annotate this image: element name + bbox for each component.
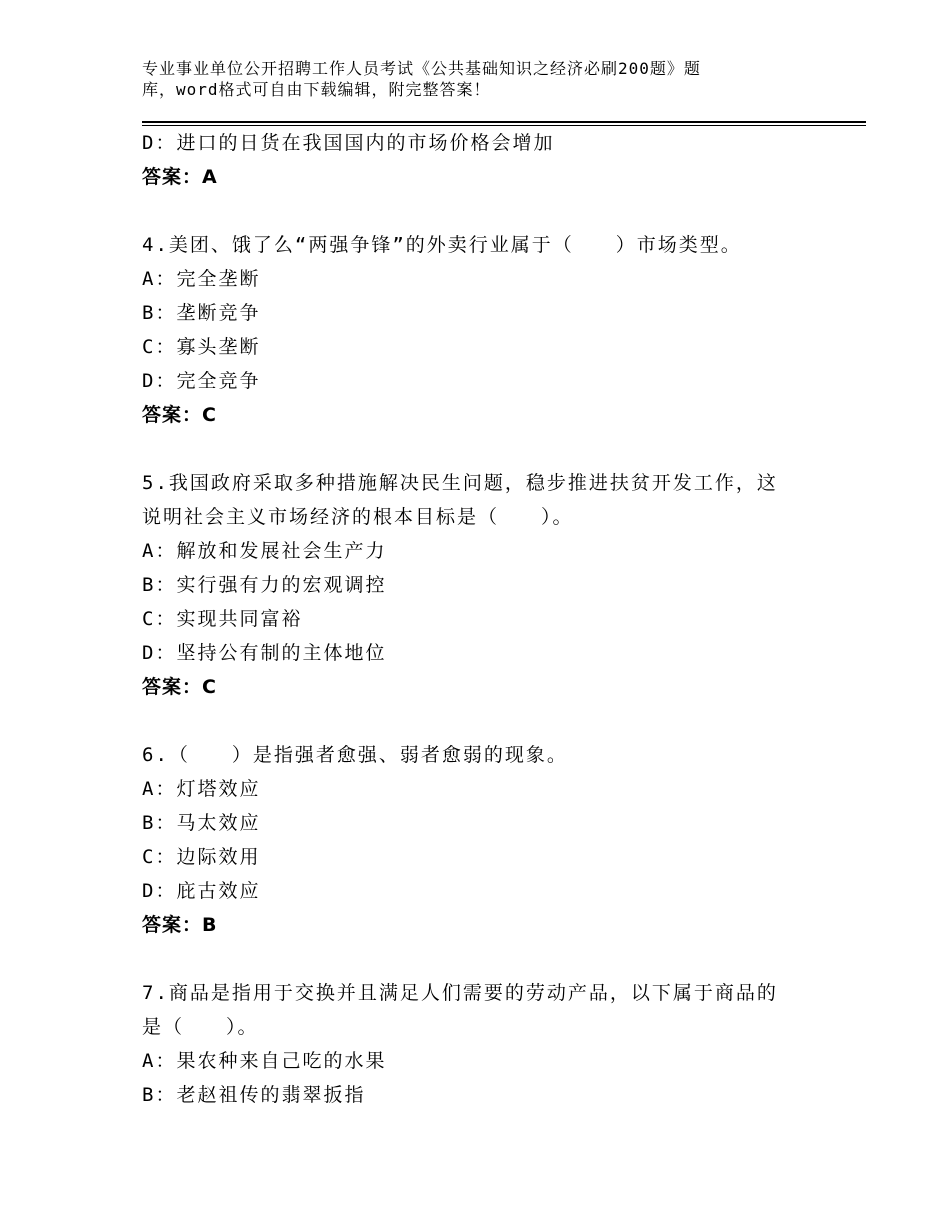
header-divider-thick xyxy=(142,121,866,123)
option-c: C：边际效用 xyxy=(142,846,261,868)
option-a: A：灯塔效应 xyxy=(142,778,261,800)
option-c: C：实现共同富裕 xyxy=(142,608,303,630)
option-d: D：进口的日货在我国国内的市场价格会增加 xyxy=(142,132,555,154)
answer-label: 答案：B xyxy=(142,914,218,936)
question-stem-continued: 说明社会主义市场经济的根本目标是（ ）。 xyxy=(142,506,574,528)
page-header xyxy=(142,58,782,100)
spacer xyxy=(142,942,842,976)
option-d: D：完全竞争 xyxy=(142,370,261,392)
question-stem-continued: 是（ ）。 xyxy=(142,1016,259,1038)
option-b: B：垄断竞争 xyxy=(142,302,261,324)
question-stem: 4.美团、饿了么“两强争锋”的外卖行业属于（ ）市场类型。 xyxy=(142,234,742,256)
question-block-5 xyxy=(142,466,842,704)
option-a: A：完全垄断 xyxy=(142,268,261,290)
answer-label: 答案：A xyxy=(142,166,218,188)
option-d: D：坚持公有制的主体地位 xyxy=(142,642,387,664)
question-block-7 xyxy=(142,976,842,1112)
question-block-4 xyxy=(142,228,842,432)
option-a: A：果农种来自己吃的水果 xyxy=(142,1050,387,1072)
option-d: D：庇古效应 xyxy=(142,880,261,902)
option-b: B：老赵祖传的翡翠扳指 xyxy=(142,1084,366,1106)
spacer xyxy=(142,194,842,228)
option-b: B：马太效应 xyxy=(142,812,261,834)
answer-label: 答案：C xyxy=(142,676,217,698)
header-line-2: 库，word格式可自由下载编辑，附完整答案！ xyxy=(142,80,491,99)
question-block-6 xyxy=(142,738,842,942)
option-b: B：实行强有力的宏观调控 xyxy=(142,574,387,596)
question-stem: 5.我国政府采取多种措施解决民生问题，稳步推进扶贫开发工作，这 xyxy=(142,472,778,494)
question-stem: 7.商品是指用于交换并且满足人们需要的劳动产品，以下属于商品的 xyxy=(142,982,778,1004)
question-list xyxy=(142,126,842,1112)
option-c: C：寡头垄断 xyxy=(142,336,261,358)
spacer xyxy=(142,704,842,738)
question-block-3 xyxy=(142,126,842,194)
spacer xyxy=(142,432,842,466)
option-a: A：解放和发展社会生产力 xyxy=(142,540,387,562)
question-stem: 6.（ ）是指强者愈强、弱者愈弱的现象。 xyxy=(142,744,568,766)
header-line-1: 专业事业单位公开招聘工作人员考试《公共基础知识之经济必刷200题》题 xyxy=(142,59,701,78)
answer-label: 答案：C xyxy=(142,404,217,426)
